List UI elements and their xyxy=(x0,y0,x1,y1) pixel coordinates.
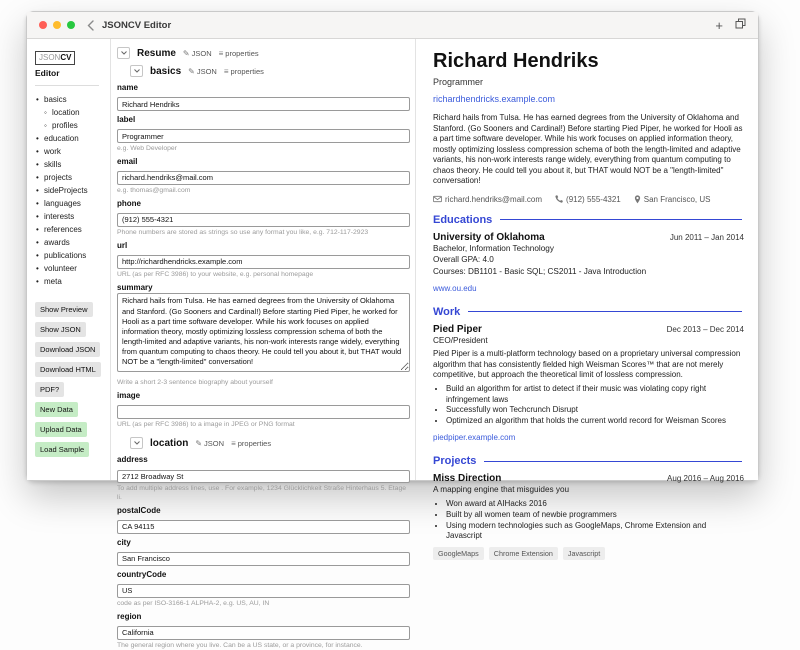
education-gpa: Overall GPA: 4.0 xyxy=(433,255,494,265)
project-tag: GoogleMaps xyxy=(433,547,484,560)
field-address xyxy=(117,455,410,502)
pencil-icon: ✎ xyxy=(195,438,203,448)
summary-textarea[interactable] xyxy=(117,293,410,372)
field-summary xyxy=(117,283,410,387)
chevron-down-icon xyxy=(134,441,140,445)
field-label: url xyxy=(117,240,128,250)
work-highlights xyxy=(433,384,744,428)
education-institution: University of Oklahoma xyxy=(433,231,545,243)
pencil-icon: ✎ xyxy=(182,48,190,58)
preview-name: Richard Hendriks xyxy=(433,50,599,72)
basics-json-link[interactable]: ✎ JSON xyxy=(188,66,217,76)
field-hint: e.g. Web Developer xyxy=(117,145,177,152)
sidebar-item-skills[interactable]: • skills xyxy=(35,158,105,171)
field-label: summary xyxy=(117,282,153,292)
field-hint: The general region where you live. Can be a US state, or a province, for instance. xyxy=(117,641,363,649)
location-properties-link[interactable]: ≡ properties xyxy=(231,438,272,448)
section-rule xyxy=(500,219,742,220)
field-countrycode xyxy=(117,570,410,608)
education-entry xyxy=(433,232,744,296)
app-logo xyxy=(35,51,75,65)
editor-form xyxy=(111,39,416,649)
titlebar xyxy=(27,12,758,39)
sidebar-divider xyxy=(35,85,99,86)
resume-properties-link[interactable]: ≡ properties xyxy=(218,48,259,58)
field-city xyxy=(117,538,410,567)
load-sample-button[interactable]: Load Sample xyxy=(35,442,89,457)
work-link[interactable]: piedpiper.example.com xyxy=(433,433,516,443)
field-url xyxy=(117,241,410,279)
back-button[interactable] xyxy=(87,20,94,31)
pencil-icon: ✎ xyxy=(188,66,195,76)
basics-properties-link[interactable]: ≡ properties xyxy=(223,66,264,76)
list-icon: ≡ xyxy=(218,48,224,58)
work-summary: Pied Piper is a multi-platform technology based on a proprietary universal compression algorithm that has consistently fielded high Weisman Scores™ that are not merely competitive, but approach the theoretical limit of lossless compression. xyxy=(433,349,741,380)
pdf-button[interactable]: PDF? xyxy=(35,382,64,397)
field-hint: URL (as per RFC 3986) to your website, e.g. personal homepage xyxy=(117,270,314,278)
minimize-window-icon[interactable] xyxy=(53,21,61,29)
contact-phone: (912) 555-4321 xyxy=(555,195,621,204)
download-json-button[interactable]: Download JSON xyxy=(35,342,100,357)
sidebar-item-work[interactable]: • work xyxy=(35,145,105,158)
project-tags xyxy=(433,547,744,560)
show-preview-button[interactable]: Show Preview xyxy=(35,302,93,317)
sidebar-item-location[interactable]: ◦ location xyxy=(35,106,105,119)
list-icon: ≡ xyxy=(223,66,229,76)
name-input[interactable] xyxy=(117,97,410,111)
resume-group-header xyxy=(117,47,410,59)
window-title: JSONCV Editor xyxy=(102,19,172,31)
region-input[interactable] xyxy=(117,626,410,640)
envelope-icon xyxy=(433,195,442,203)
project-highlight: • Built by all women team of newbie programmers xyxy=(446,510,744,521)
email-input[interactable] xyxy=(117,171,410,185)
download-html-button[interactable]: Download HTML xyxy=(35,362,101,377)
location-json-link[interactable]: ✎ JSON xyxy=(195,438,225,448)
field-label: image xyxy=(117,390,141,400)
preview-summary: Richard hails from Tulsa. He has earned degrees from the University of Oklahoma and Stanford. (Go Sooners and Cardinal!) Before starting Pied Piper, he worked for Hooli as a part time software developer. While his work focuses on applied information theory, mostly optimizing lossless compression schema of both the length-limited and adaptive variants, his non-work interests range widely, everything from quantum computing to chaos theory. He could tell you about it, but THAT would NOT be a "length-limited" conversation! xyxy=(433,113,743,186)
field-hint: Write a short 2-3 sentence biography about yourself xyxy=(117,378,273,386)
chevron-down-icon xyxy=(134,69,140,73)
work-entry xyxy=(433,324,744,445)
basics-collapse-button[interactable] xyxy=(130,65,143,77)
project-highlight: • Using modern technologies such as GoogleMaps, Chrome Extension and Javascript xyxy=(446,521,744,543)
chevron-left-icon xyxy=(87,20,94,31)
sidebar xyxy=(27,39,111,480)
basics-group-header xyxy=(130,65,410,77)
basics-group-title: basics xyxy=(150,65,182,77)
tab-overview-button[interactable] xyxy=(735,16,746,34)
app-window xyxy=(26,11,759,649)
sidebar-nav xyxy=(35,93,105,288)
sidebar-item-education[interactable]: • education xyxy=(35,132,105,145)
project-tag: Javascript xyxy=(563,547,605,560)
resume-preview xyxy=(416,39,758,559)
field-region xyxy=(117,612,410,650)
sidebar-item-sideprojects[interactable]: • sideProjects xyxy=(35,184,105,197)
field-email xyxy=(117,157,410,195)
sidebar-item-basics[interactable]: • basics xyxy=(35,93,105,106)
countrycode-input[interactable] xyxy=(117,584,410,598)
section-rule xyxy=(484,461,742,462)
resume-collapse-button[interactable] xyxy=(117,47,130,59)
close-window-icon[interactable] xyxy=(39,21,47,29)
field-hint: URL (as per RFC 3986) to a image in JPEG or PNG format xyxy=(117,420,295,428)
contact-location: San Francisco, US xyxy=(634,195,711,204)
sidebar-actions xyxy=(35,302,105,457)
preview-label: Programmer xyxy=(433,77,484,87)
section-rule xyxy=(468,311,742,312)
field-label: region xyxy=(117,611,142,621)
sidebar-item-volunteer[interactable]: • volunteer xyxy=(35,262,105,275)
work-heading: Work xyxy=(433,305,461,318)
field-label: name xyxy=(117,83,138,92)
list-icon: ≡ xyxy=(231,438,236,448)
project-tag: Chrome Extension xyxy=(489,547,558,560)
work-date: Dec 2013 – Dec 2014 xyxy=(666,324,744,334)
show-json-button[interactable]: Show JSON xyxy=(35,322,86,337)
education-section xyxy=(433,214,744,296)
zoom-window-icon[interactable] xyxy=(67,21,75,29)
education-heading: Educations xyxy=(433,213,493,226)
phone-input[interactable] xyxy=(117,213,410,227)
field-name xyxy=(117,83,410,112)
label-input[interactable] xyxy=(117,129,410,143)
location-group-title: location xyxy=(150,437,189,449)
sidebar-item-meta[interactable]: • meta xyxy=(35,275,105,288)
location-collapse-button[interactable] xyxy=(130,437,143,449)
city-input[interactable] xyxy=(117,552,410,566)
resume-json-link[interactable]: ✎ JSON xyxy=(182,48,212,58)
chevron-down-icon xyxy=(121,51,127,55)
tab-overview-icon xyxy=(735,18,746,29)
sidebar-item-interests[interactable]: • interests xyxy=(35,210,105,223)
location-group-header xyxy=(130,437,410,449)
project-highlight: • Won award at AIHacks 2016 xyxy=(446,499,744,510)
education-date: Jun 2011 – Jan 2014 xyxy=(669,232,744,242)
url-input[interactable] xyxy=(117,255,410,269)
work-highlight: • Build an algorithm for artist to detect if their music was violating copy right infringement laws xyxy=(446,384,744,406)
preview-website-link[interactable]: richardhendricks.example.com xyxy=(433,94,556,104)
field-image xyxy=(117,391,410,429)
work-company: Pied Piper xyxy=(433,323,482,335)
sidebar-item-publications[interactable]: • publications xyxy=(35,249,105,262)
new-data-button[interactable]: New Data xyxy=(35,402,78,417)
window-controls xyxy=(39,21,75,29)
project-entry xyxy=(433,473,744,560)
education-link[interactable]: www.ou.edu xyxy=(433,283,477,293)
logo-json-text: JSON xyxy=(39,53,61,62)
contact-email: richard.hendriks@mail.com xyxy=(433,195,542,204)
field-hint: Phone numbers are stored as strings so use any format you like, e.g. 712-117-2923 xyxy=(117,228,369,236)
field-label xyxy=(117,115,410,153)
work-highlight: • Optimized an algorithm that holds the current world record for Weisman Scores xyxy=(446,416,744,427)
resume-group-title: Resume xyxy=(137,47,176,59)
field-label: phone xyxy=(117,198,141,208)
work-highlight: • Successfully won Techcrunch Disrupt xyxy=(446,405,744,416)
field-label: email xyxy=(117,156,138,166)
logo-subtitle: Editor xyxy=(35,68,60,78)
field-label: city xyxy=(117,537,131,547)
logo-cv-text: CV xyxy=(60,53,72,62)
field-label: postalCode xyxy=(117,505,161,515)
field-postalcode xyxy=(117,506,410,535)
projects-heading: Projects xyxy=(433,455,477,468)
field-label: address xyxy=(117,455,148,465)
address-input[interactable] xyxy=(117,470,410,484)
field-hint: code as per ISO-3166-1 ALPHA-2, e.g. US, AU, IN xyxy=(117,599,270,607)
sidebar-item-profiles[interactable]: ◦ profiles xyxy=(35,119,105,132)
field-label: countryCode xyxy=(117,569,167,579)
field-hint: e.g. thomas@gmail.com xyxy=(117,186,191,194)
work-section xyxy=(433,306,744,445)
education-courses: Courses: DB1101 - Basic SQL; CS2011 - Java Introduction xyxy=(433,267,647,277)
field-phone xyxy=(117,199,410,237)
project-date: Aug 2016 – Aug 2016 xyxy=(667,474,744,484)
sidebar-item-references[interactable]: • references xyxy=(35,223,105,236)
sidebar-item-projects[interactable]: • projects xyxy=(35,171,105,184)
phone-icon xyxy=(555,195,563,203)
projects-section xyxy=(433,455,744,560)
preview-contact-row xyxy=(433,195,744,204)
project-description: A mapping engine that misguides you xyxy=(433,485,570,495)
postalcode-input[interactable] xyxy=(117,520,410,534)
upload-data-button[interactable]: Upload Data xyxy=(35,422,87,437)
project-highlights xyxy=(433,499,744,543)
map-pin-icon xyxy=(634,195,641,204)
sidebar-item-languages[interactable]: • languages xyxy=(35,197,105,210)
work-position: CEO/President xyxy=(433,335,488,345)
new-tab-button[interactable]: + xyxy=(715,17,723,33)
education-degree: Bachelor, Information Technology xyxy=(433,243,554,253)
field-label: label xyxy=(117,115,136,124)
field-hint: To add multiple address lines, use . For example, 1234 Glücklichkeit Straße Hinterhaus 5. Etage li. xyxy=(117,485,407,501)
image-input[interactable] xyxy=(117,405,410,419)
project-title: Miss Direction xyxy=(433,473,502,485)
sidebar-item-awards[interactable]: • awards xyxy=(35,236,105,249)
